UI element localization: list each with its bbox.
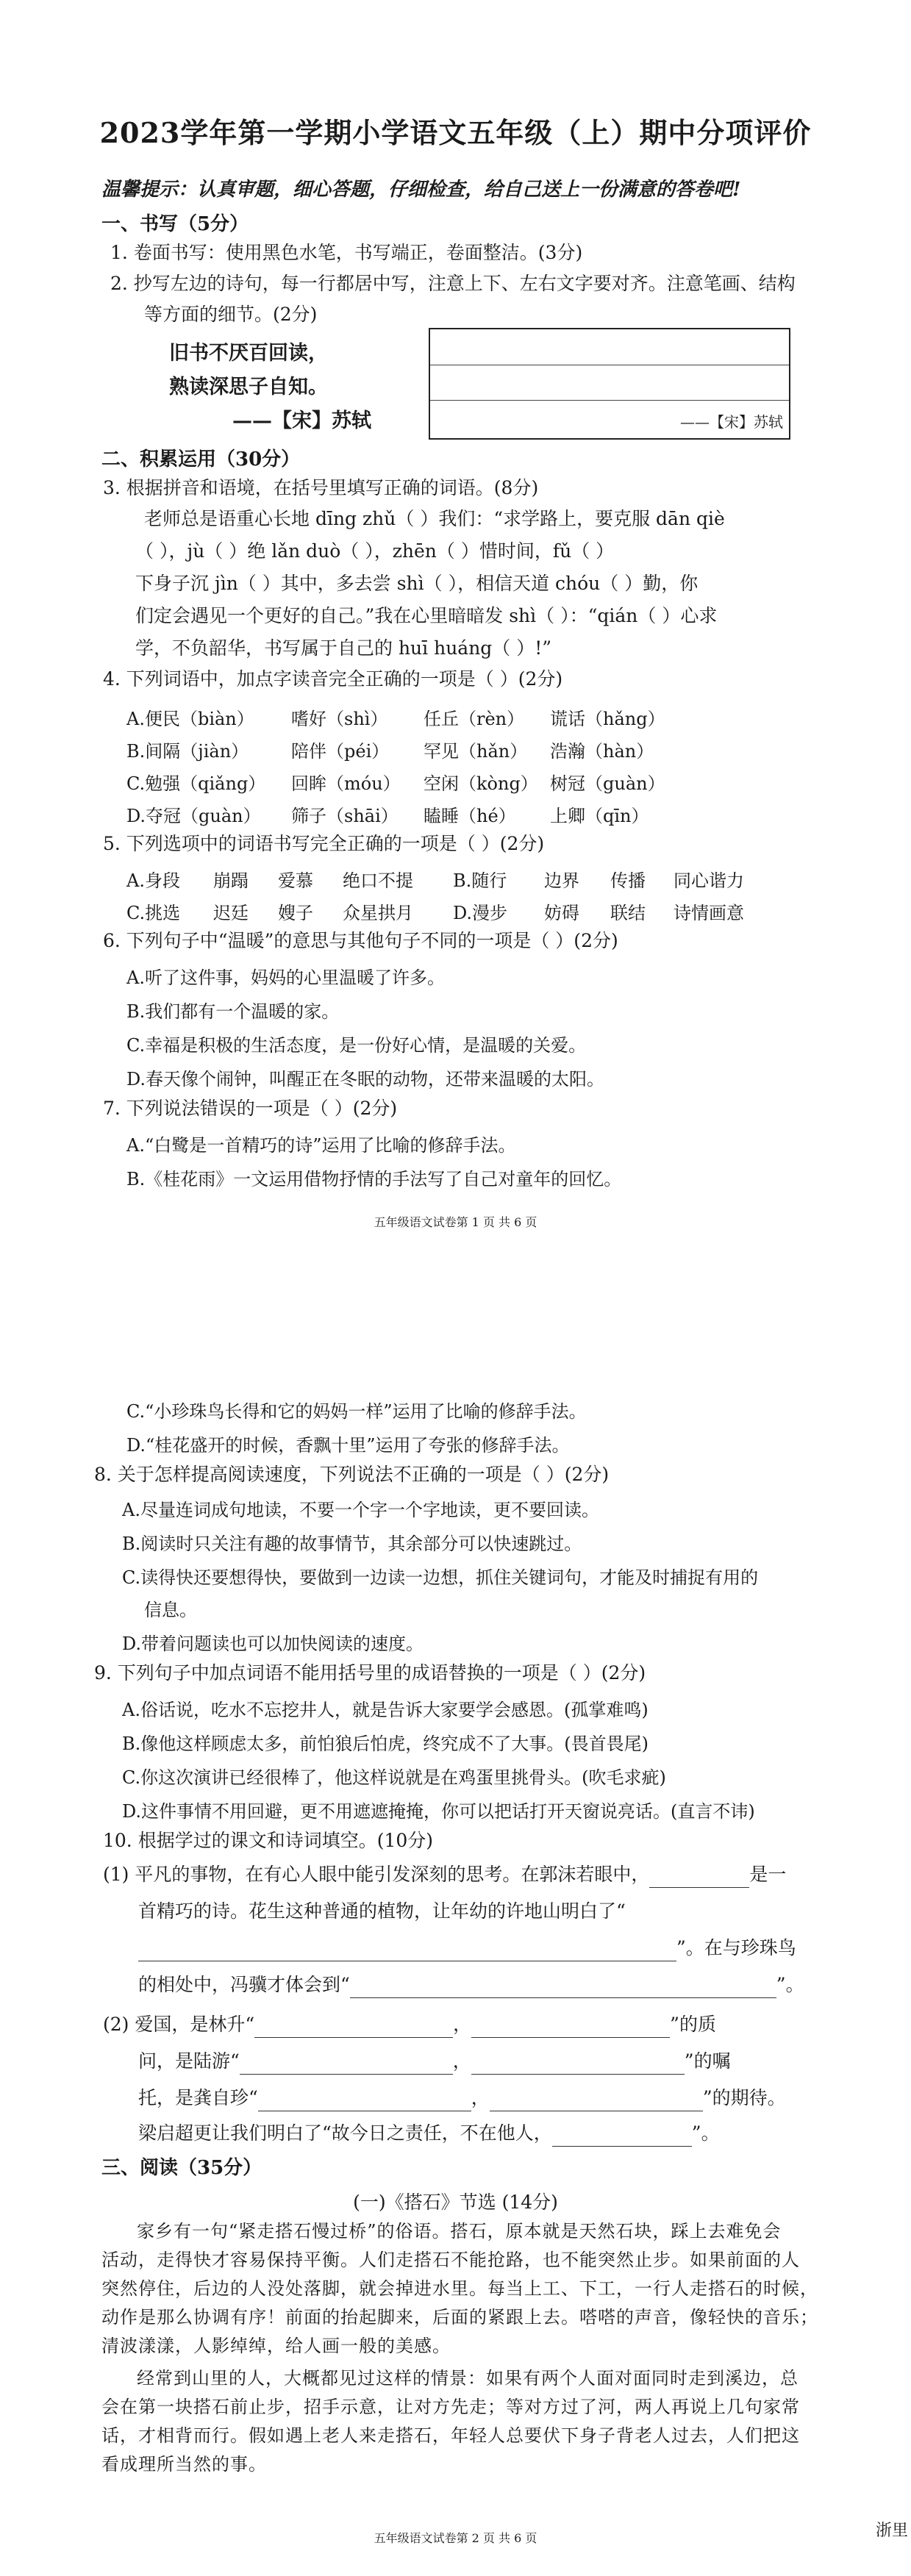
passage-para1-line5: 清波漾漾，人影绰绰，给人画一般的美感。	[101, 2336, 451, 2356]
q10-blank-9[interactable]	[490, 2092, 703, 2111]
q10-blank-6[interactable]	[240, 2055, 453, 2075]
passage-para1-line2: 活动，走得快才容易保持平衡。人们走搭石不能抢路，也不能突然止步。如果前面的人	[101, 2250, 800, 2270]
corner-watermark: 浙里	[875, 2522, 908, 2540]
exam-page-2	[0, 1316, 911, 2576]
question-4: 4. 下列词语中，加点字读音完全正确的一项是（ ）(2分)	[103, 668, 563, 690]
poem-line-2: 熟读深思子自知。	[169, 376, 328, 398]
question-1: 1. 卷面书写：使用黑色水笔，书写端正，卷面整洁。(3分)	[110, 242, 583, 263]
q6-option-d[interactable]: D.春天像个闹钟，叫醒正在冬眠的动物，还带来温暖的太阳。	[126, 1069, 605, 1090]
question-2-line2: 等方面的细节。(2分)	[144, 304, 318, 325]
q8-option-c-cont: 信息。	[144, 1600, 197, 1620]
footer-page-2: 五年级语文试卷第 2 页 共 6 页	[374, 2531, 537, 2545]
question-5: 5. 下列选项中的词语书写完全正确的一项是（ ）(2分)	[103, 833, 545, 854]
q7-option-d[interactable]: D.“桂花盛开的时候，香飘十里”运用了夸张的修辞手法。	[126, 1435, 570, 1456]
q10-part2-line4: 梁启超更让我们明白了“故今日之责任，不在他人， ”。	[138, 2120, 720, 2147]
q10-blank-2[interactable]	[138, 1942, 676, 1961]
question-8: 8. 关于怎样提高阅读速度，下列说法不正确的一项是（ ）(2分)	[94, 1464, 610, 1485]
q10-part2-line3: 托，是龚自珍“ ， ”的期待。	[138, 2085, 786, 2111]
q3-line-3: 下身子沉 jìn（ ）其中，多去尝 shì（ ），相信天道 chóu（ ）勤，你	[135, 573, 699, 594]
q3-line-4: 们定会遇见一个更好的自己。”我在心里暗暗发 shì（ ）：“qián（ ）心求	[135, 605, 718, 626]
q10-blank-8[interactable]	[258, 2092, 471, 2111]
q9-option-a[interactable]: A.俗话说，吃水不忘挖井人，就是告诉大家要学会感恩。(孤掌难鸣)	[122, 1700, 649, 1720]
warm-tip: 温馨提示：认真审题，细心答题，仔细检查，给自己送上一份满意的答卷吧!	[101, 179, 741, 201]
q7-option-c[interactable]: C.“小珍珠鸟长得和它的妈妈一样”运用了比喻的修辞手法。	[126, 1401, 587, 1422]
q8-option-d[interactable]: D.带着问题读也可以加快阅读的速度。	[122, 1634, 424, 1654]
question-7: 7. 下列说法错误的一项是（ ）(2分)	[103, 1098, 398, 1119]
passage-para2-line2: 会在第一块搭石前止步，招手示意，让对方先走；等对方过了河，两人再说上几句家常	[101, 2397, 800, 2417]
reading-title: (一)《搭石》节选 (14分)	[353, 2192, 558, 2213]
box-line-2	[430, 400, 789, 401]
q10-blank-1[interactable]	[649, 1868, 749, 1888]
q3-line-2: （ ），jù（ ）绝 lǎn duò（ ），zhēn（ ）惜时间，fǔ（ ）	[135, 540, 615, 562]
footer-page-1: 五年级语文试卷第 1 页 共 6 页	[374, 1215, 537, 1229]
q8-option-b[interactable]: B.阅读时只关注有趣的故事情节，其余部分可以快速跳过。	[122, 1534, 582, 1554]
q10-blank-7[interactable]	[471, 2055, 685, 2075]
question-10: 10. 根据学过的课文和诗词填空。(10分)	[103, 1830, 434, 1851]
passage-para2-line4: 看成理所当然的事。	[101, 2454, 267, 2475]
q7-option-b[interactable]: B.《桂花雨》一文运用借物抒情的手法写了自己对童年的回忆。	[126, 1169, 622, 1189]
box-author: ——【宋】苏轼	[680, 413, 783, 431]
q6-option-b[interactable]: B.我们都有一个温暖的家。	[126, 1001, 340, 1022]
q10-part1-line1: (1) 平凡的事物，在有心人眼中能引发深刻的思考。在郭沫若眼中， 是一	[103, 1861, 786, 1888]
q10-part2-line1: (2) 爱国，是林升“ ， ”的质	[103, 2011, 716, 2038]
passage-para2-line1: 经常到山里的人，大概都见过这样的情景：如果有两个人面对面同时走到溪边，总	[137, 2368, 799, 2389]
passage-para1-line3: 突然停住，后边的人没处落脚，就会掉进水里。每当上工、下工，一行人走搭石的时候，	[101, 2278, 818, 2299]
poem-line-1: 旧书不厌百回读，	[169, 342, 328, 365]
passage-para1-line4: 动作是那么协调有序！前面的抬起脚来，后面的紧跟上去。嗒嗒的声音，像轻快的音乐；	[101, 2307, 818, 2328]
q8-option-c[interactable]: C.读得快还要想得快，要做到一边读一边想，抓住关键词句，才能及时捕捉有用的	[122, 1567, 759, 1588]
copy-writing-box[interactable]	[429, 328, 790, 440]
q10-blank-3[interactable]	[350, 1978, 776, 1998]
q9-option-b[interactable]: B.像他这样顾虑太多，前怕狼后怕虎，终究成不了大事。(畏首畏尾)	[122, 1734, 649, 1754]
q6-option-a[interactable]: A.听了这件事，妈妈的心里温暖了许多。	[126, 967, 445, 988]
q10-part1-line4: 的相处中，冯骥才体会到“ ”。	[138, 1972, 804, 1998]
question-6: 6. 下列句子中“温暖”的意思与其他句子不同的一项是（ ）(2分)	[103, 930, 618, 951]
q7-option-a[interactable]: A.“白鹭是一首精巧的诗”运用了比喻的修辞手法。	[126, 1135, 516, 1156]
q9-option-c[interactable]: C.你这次演讲已经很棒了，他这样说就是在鸡蛋里挑骨头。(吹毛求疵)	[122, 1767, 666, 1788]
q9-option-d[interactable]: D.这件事情不用回避，更不用遮遮掩掩，你可以把话打开天窗说亮话。(直言不讳)	[122, 1801, 755, 1822]
q3-line-5: 学，不负韶华，书写属于自己的 huī huáng（ ）!”	[135, 637, 552, 659]
q3-line-1: 老师总是语重心长地 dīng zhǔ（ ）我们：“求学路上，要克服 dān qiè	[144, 508, 725, 529]
question-2-line1: 2. 抄写左边的诗句，每一行都居中写，注意上下、左右文字要对齐。注意笔画、结构	[110, 273, 796, 294]
question-9: 9. 下列句子中加点词语不能用括号里的成语替换的一项是（ ）(2分)	[94, 1662, 646, 1684]
q8-option-a[interactable]: A.尽量连词成句地读，不要一个字一个字地读，更不要回读。	[122, 1500, 599, 1520]
q10-blank-10[interactable]	[552, 2127, 692, 2147]
exam-title: 2023学年第一学期小学语文五年级（上）期中分项评价	[99, 116, 812, 149]
section-accumulation: 二、积累运用（30分）	[101, 448, 301, 471]
poem-author: ——【宋】苏轼	[232, 409, 371, 432]
section-reading: 三、阅读（35分）	[101, 2157, 262, 2179]
q10-part2-line2: 问，是陆游“ ， ”的嘱	[138, 2048, 731, 2075]
q10-part1-line3: ”。在与珍珠鸟	[138, 1935, 796, 1961]
question-3: 3. 根据拼音和语境，在括号里填写正确的词语。(8分)	[103, 477, 539, 498]
section-writing: 一、书写（5分）	[101, 213, 249, 235]
q10-blank-5[interactable]	[471, 2018, 670, 2038]
q10-part1-line2: 首精巧的诗。花生这种普通的植物，让年幼的许地山明白了“	[138, 1900, 626, 1922]
passage-para2-line3: 话，才相背而行。假如遇上老人来走搭石，年轻人总要伏下身子背老人过去，人们把这	[101, 2425, 800, 2446]
passage-para1-line1: 家乡有一句“紧走搭石慢过桥”的俗语。搭石，原本就是天然石块，踩上去难免会	[137, 2221, 782, 2242]
exam-page-1: 2023学年第一学期小学语文五年级（上）期中分项评价 温馨提示：认真审题，细心答题，仔细检查，给自己送上一份满意的答卷吧! 一、书写（5分） 1. 卷面书写：使用黑色水笔，书写端正，卷面整洁。(3分) 2. 抄写左边的诗句，每一行都居中写，注意上下、左右文字要对齐。注意笔画、结构 等方面的细节。(2分) 旧书不厌百回读， 熟读深思子自知。 ——【宋】苏轼 ——【宋】苏轼 二、积累运用（30分） 3. 根据拼音和语境，在括号里填写正确的词语。(8分) 老师总是语重心长地 dīng zhǔ（ ）我们：“求学路上，要克服 dān qiè （ ），jù（ ）绝 lǎn duò（ ），zhēn（ ）惜时间，fǔ（ ） 下身子沉 jìn（ ）其中，多去尝 shì（ ），相信天道 chóu（ ）勤，你 们定会遇见一个更好的自己。”我在心里暗暗发 shì（ ）：“qián（ ）心求 学，不负韶华，书写属于自己的 huī huáng（ ）!” 4. 下列词语中，加点字读音完全正确的一项是（ ）(2分) A.便民（biàn） 嗜好（shì） 任丘（rèn） 谎话（hǎng） B.间隔（jiàn） 陪伴（péi） 罕见（hǎn） 浩瀚（hàn） C.勉强（qiǎng） 回眸（móu） 空闲（kòng） 树冠（guàn） D.夺冠（guàn） 筛子（shāi） 瞌睡（hé） 上卿（qīn） 5. 下列选项中的词语书写完全正确的一项是（ ）(2分) A.身段 崩蹋 爱慕 绝口不提 B.随行 边界 传播 同心谐力 C.挑选 迟廷 嫂子 众星拱月 D.漫步 妨碍 联结 诗情画意 6. 下列句子中“温暖”的意思与其他句子不同的一项是（ ）(2分) A.听了这件事，妈妈的心里温暖了许多。 B.我们都有一个温暖的家。 C.幸福是积极的生活态度，是一份好心情，是温暖的关爱。 D.春天像个闹钟，叫醒正在冬眠的动物，还带来温暖的太阳。 7. 下列说法错误的一项是（ ）(2分) A.“白鹭是一首精巧的诗”运用了比喻的修辞手法。 B.《桂花雨》一文运用借物抒情的手法写了自己对童年的回忆。 五年级语文试卷第 1 页 共 6 页	[0, 0, 911, 1250]
q10-blank-4[interactable]	[254, 2018, 453, 2038]
q6-option-c[interactable]: C.幸福是积极的生活态度，是一份好心情，是温暖的关爱。	[126, 1035, 587, 1056]
